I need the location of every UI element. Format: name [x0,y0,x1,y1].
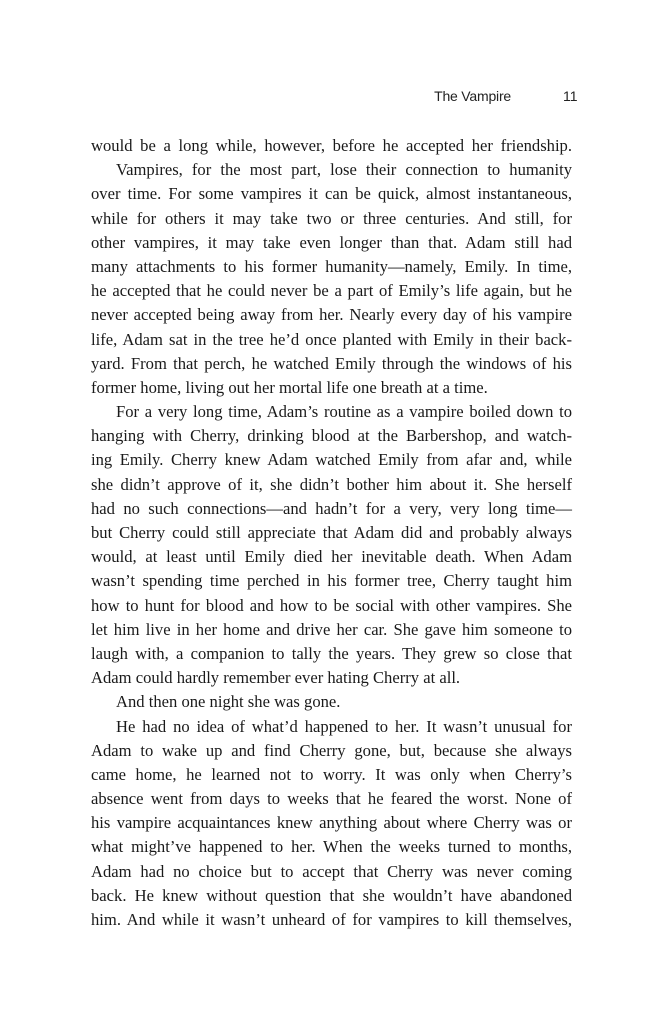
text-line: what might’ve happened to her. When the weeks turned to months, [91,837,572,857]
text-line: how to hunt for blood and how to be social with other vampires. She [91,595,572,615]
text-line: wasn’t spending time perched in his former tree, Cherry taught him [91,571,572,591]
text-line: life, Adam sat in the tree he’d once planted with Emily in their back- [91,329,572,349]
body-text [91,134,572,932]
text-line: yard. From that perch, he watched Emily through the windows of his [91,353,572,373]
text-line: laugh with, a companion to tally the years. They grew so close that [91,643,572,663]
text-line: would, at least until Emily died her inevitable death. When Adam [91,547,572,567]
text-line: she didn’t approve of it, she didn’t bother him about it. She herself [91,474,572,494]
page-number: 11 [563,88,578,104]
text-line: Vampires, for the most part, lose their connection to humanity [116,160,572,180]
text-line: absence went from days to weeks that he feared the worst. None of [91,789,572,809]
running-title: The Vampire [434,88,511,104]
text-line: hanging with Cherry, drinking blood at the Barbershop, and watch- [91,426,572,446]
text-line: former home, living out her mortal life one breath at a time. [91,377,488,397]
text-line: Adam to wake up and find Cherry gone, but, because she always [91,740,572,760]
text-line: would be a long while, however, before he accepted her friendship. [91,136,572,155]
text-line: over time. For some vampires it can be quick, almost instantaneous, [91,184,572,204]
text-line: let him live in her home and drive her car. She gave him someone to [91,619,572,639]
text-line: Adam could hardly remember ever hating Cherry at all. [91,668,461,688]
text-line: came home, he learned not to worry. It was only when Cherry’s [91,764,572,784]
text-line: him. And while it wasn’t unheard of for vampires to kill themselves, [91,910,572,929]
page-header [0,88,661,110]
text-line: And then one night she was gone. [116,692,341,712]
text-line: had no such connections—and hadn’t for a very, very long time— [91,498,572,518]
text-line: back. He knew without question that she wouldn’t have abandoned [91,885,572,905]
text-line: while for others it may take two or three centuries. And still, for [91,208,572,228]
text-line: but Cherry could still appreciate that Adam did and probably always [91,523,572,542]
text-line: ing Emily. Cherry knew Adam watched Emily from afar and, while [91,450,572,470]
text-line: He had no idea of what’d happened to her. It wasn’t unusual for [116,716,572,736]
text-line: other vampires, it may take even longer than that. Adam still had [91,232,572,252]
text-line: his vampire acquaintances knew anything about where Cherry was or [91,813,572,833]
text-line: For a very long time, Adam’s routine as a vampire boiled down to [116,402,572,422]
text-line: he accepted that he could never be a part of Emily’s life again, but he [91,281,572,301]
text-line: never accepted being away from her. Nearly every day of his vampire [91,305,572,325]
text-line: Adam had no choice but to accept that Cherry was never coming [91,861,572,881]
text-line: many attachments to his former humanity—namely, Emily. In time, [91,256,572,276]
